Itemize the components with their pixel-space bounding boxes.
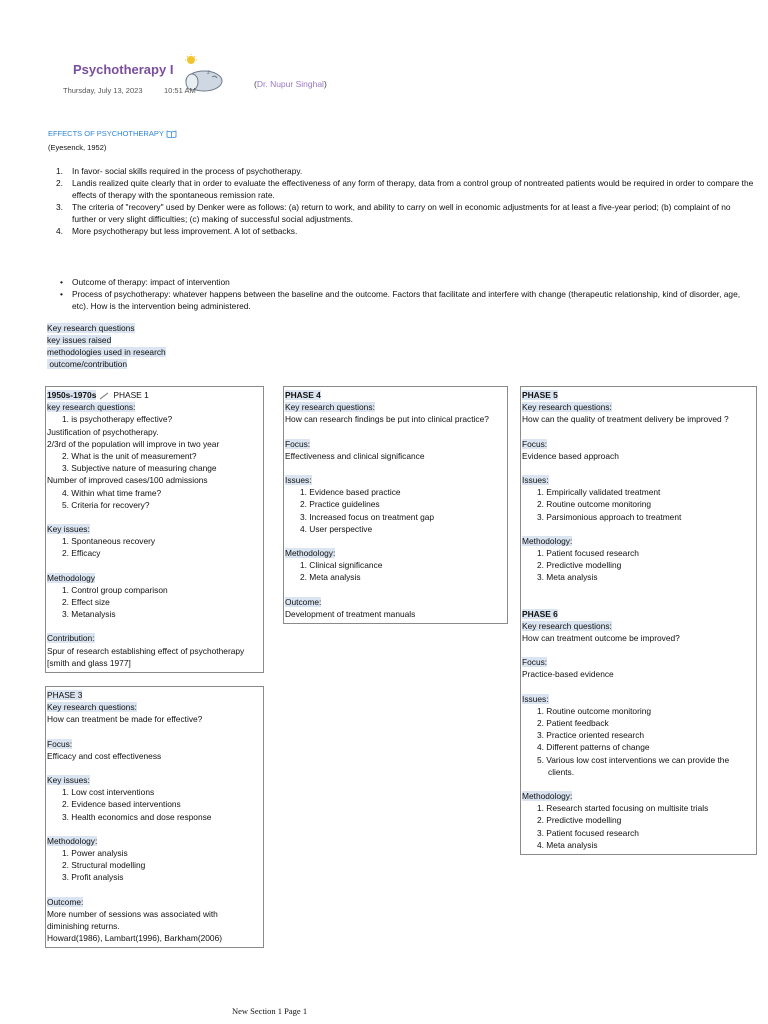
phase6-label: PHASE 6 (522, 608, 558, 619)
phase1-issue: 2. Efficacy (62, 548, 101, 559)
list-number: 1. (56, 166, 63, 176)
phase1-q5: 5. Criteria for recovery? (62, 499, 150, 510)
phase3-krq-label: Key research questions: (47, 702, 137, 713)
phase1-line3: Number of improved cases/100 admissions (47, 475, 208, 486)
key-item: methodologies used in research (47, 347, 166, 357)
phase6-method: 3. Patient focused research (537, 827, 639, 838)
page-title: Psychotherapy I (73, 62, 174, 77)
phase6-krq: How can treatment outcome be improved? (522, 633, 680, 644)
phase4-outcome-label: Outcome: (285, 596, 322, 607)
section-heading (48, 128, 177, 140)
phase6-issue: 4. Different patterns of change (537, 742, 650, 753)
page-footer: New Section 1 Page 1 (232, 1006, 308, 1016)
phase4-issue: 2. Practice guidelines (300, 499, 380, 510)
phase3-issue: 1. Low cost interventions (62, 787, 155, 798)
list-item-text: More psychotherapy but less improvement. A lot of setbacks. (72, 226, 298, 236)
author-open-paren: ( (254, 79, 257, 89)
phase3-outcome-label: Outcome: (47, 896, 84, 907)
phase3-focus: Efficacy and cost effectiveness (47, 750, 162, 761)
phase6-issue: 1. Routine outcome monitoring (537, 705, 652, 716)
phase1-contrib: [smith and glass 1977] (47, 657, 131, 668)
phase3-issue: 2. Evidence based interventions (62, 799, 181, 810)
list-item-text: The criteria of "recovery" used by Denker were as follows: (a) return to work, and ability to carry on well in economic adjustments for at least a five-year period; (b) complaint of no further or very slight difficulties; (c) making of successful social adjustments. (72, 202, 731, 224)
phase3-focus-label: Focus: (47, 738, 73, 749)
phase5-method: 1. Patient focused research (537, 548, 639, 559)
note-date: Thursday, July 13, 2023 (63, 86, 143, 95)
phase5-focus-label: Focus: (522, 438, 548, 449)
phase4-issue: 1. Evidence based practice (300, 487, 401, 498)
phase6-issues-label: Issues: (522, 693, 549, 704)
phase1-q4: 4. Within what time frame? (62, 487, 162, 498)
open-book-icon (166, 130, 177, 138)
key-item: Key research questions (47, 323, 135, 333)
phase1-era: 1950s-1970s (47, 390, 97, 400)
phase1-method: 1. Control group comparison (62, 584, 168, 595)
phase5-6-box (520, 386, 757, 855)
phase3-method: 2. Structural modelling (62, 860, 146, 871)
phase5-label: PHASE 5 (522, 390, 558, 400)
phase5-focus: Evidence based approach (522, 450, 619, 461)
list-item (56, 177, 755, 201)
list-item: • Process of psychotherapy: whatever happens between the baseline and the outcome. Factors that facilitate and interfere with change (therapeutic relationship, kind of disorder, age, etc). How is the intervention being administered. (60, 288, 755, 312)
phase4-method: 2. Meta analysis (300, 572, 361, 583)
phase3-issue: 3. Health economics and dose response (62, 811, 212, 822)
phase3-krq: How can treatment be made for effective? (47, 714, 203, 725)
phase6-issue-cont: clients. (548, 766, 575, 777)
list-number: 3. (56, 202, 63, 212)
phase3-method: 3. Profit analysis (62, 872, 124, 883)
phase3-outcome: More number of sessions was associated with (47, 908, 218, 919)
phase5-krq-label: Key research questions: (522, 402, 612, 413)
list-number: 2. (56, 178, 63, 188)
phase1-line1: Justification of psychotherapy. (47, 426, 159, 437)
phase1-line2: 2/3rd of the population will improve in two year (47, 438, 220, 449)
list-item-text: In favor- social skills required in the process of psychotherapy. (72, 166, 303, 176)
phase1-label: PHASE 1 (113, 390, 149, 400)
phase6-method: 1. Research started focusing on multisite trials (537, 803, 709, 814)
list-item: • Outcome of therapy: impact of intervention (60, 276, 755, 288)
bullet-list (60, 276, 755, 312)
phase6-issue: 2. Patient feedback (537, 718, 609, 729)
phase6-focus: Practice-based evidence (522, 669, 614, 680)
svg-text:z: z (207, 69, 211, 76)
phase1-contrib: Spur of research establishing effect of psychotherapy (47, 645, 245, 656)
phase4-focus: Effectiveness and clinical significance (285, 450, 425, 461)
numbered-list (56, 165, 755, 237)
phase5-method-label: Methodology: (522, 535, 573, 546)
list-item-text: Landis realized quite clearly that in order to evaluate the effectiveness of any form of therapy, data from a control group of nontreated patients would be required in order to compare the effects of therapy with the spontaneous remission rate. (72, 178, 754, 200)
phase5-issue: 1. Empirically validated treatment (537, 487, 661, 498)
phase1-method-label: Methodology (47, 572, 95, 583)
author-close-paren: ) (323, 79, 327, 89)
section-heading-text: EFFECTS OF PSYCHOTHERAPY (48, 129, 164, 138)
phase3-outcome: diminishing returns. (47, 921, 120, 932)
phase1-issue: 1. Spontaneous recovery (62, 536, 156, 547)
phase4-method-label: Methodology: (285, 548, 336, 559)
phase3-issues-label: Key issues: (47, 775, 90, 786)
phase4-label: PHASE 4 (285, 390, 321, 400)
phase4-krq-label: Key research questions: (285, 402, 375, 413)
phase6-method: 4. Meta analysis (537, 839, 598, 850)
pencil-icon (99, 392, 109, 400)
phase1-q1: 1. is psychotherapy effective? (62, 414, 173, 425)
key-items (47, 322, 166, 370)
list-item (56, 201, 755, 225)
list-item (56, 165, 755, 177)
author-line (254, 78, 327, 90)
key-item: key issues raised (47, 335, 112, 345)
phase3-label: PHASE 3 (47, 690, 83, 700)
phase3-method-label: Methodology: (47, 835, 98, 846)
list-item (56, 225, 755, 237)
phase5-issue: 3. Parsimonious approach to treatment (537, 511, 682, 522)
phase1-issues-label: Key issues: (47, 524, 90, 535)
phase1-method: 3. Metanalysis (62, 609, 116, 620)
phase4-issues-label: Issues: (285, 475, 312, 486)
phase4-krq: How can research findings be put into clinical practice? (285, 414, 489, 425)
phase1-krq-label: key research questions: (47, 402, 136, 413)
phase4-focus-label: Focus: (285, 438, 311, 449)
list-number: 4. (56, 226, 63, 236)
phase6-method: 2. Predictive modelling (537, 815, 622, 826)
phase4-box (283, 386, 508, 624)
phase1-q2: 2. What is the unit of measurement? (62, 451, 197, 462)
note-time: 10:51 AM (164, 86, 196, 95)
phase1-method: 2. Effect size (62, 597, 110, 608)
phase4-outcome: Development of treatment manuals (285, 608, 416, 619)
phase6-krq-label: Key research questions: (522, 620, 612, 631)
phase1-q3: 3. Subjective nature of measuring change (62, 463, 217, 474)
phase6-issue: 3. Practice oriented research (537, 730, 645, 741)
phase3-box (45, 686, 264, 948)
phase6-focus-label: Focus: (522, 657, 548, 668)
phase3-outcome: Howard(1986), Lambart(1996), Barkham(2006) (47, 933, 223, 944)
phase6-method-label: Methodology: (522, 791, 573, 802)
phase1-box (45, 386, 264, 673)
citation: (Eyesenck, 1952) (48, 143, 107, 152)
phase5-method: 3. Meta analysis (537, 572, 598, 583)
phase1-contrib-label: Contribution: (47, 633, 95, 644)
phase5-method: 2. Predictive modelling (537, 560, 622, 571)
key-item: outcome/contribution (47, 359, 128, 369)
phase4-issue: 4. User perspective (300, 523, 373, 534)
phase3-method: 1. Power analysis (62, 848, 128, 859)
author-name: Dr. Nupur Singhal (256, 79, 324, 89)
phase5-krq: How can the quality of treatment delivery be improved ? (522, 414, 729, 425)
phase6-issue: 5. Various low cost interventions we can provide the (537, 754, 730, 765)
phase4-issue: 3. Increased focus on treatment gap (300, 511, 435, 522)
phase5-issues-label: Issues: (522, 475, 549, 486)
phase4-method: 1. Clinical significance (300, 560, 383, 571)
phase5-issue: 2. Routine outcome monitoring (537, 499, 652, 510)
